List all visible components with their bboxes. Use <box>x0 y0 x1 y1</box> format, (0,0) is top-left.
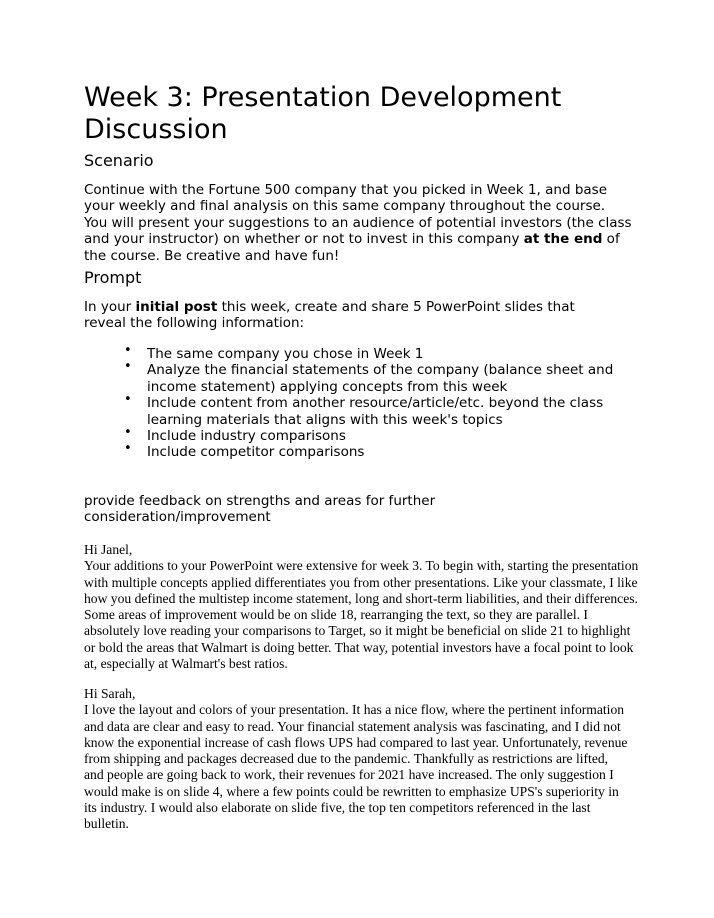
list-item <box>124 425 644 445</box>
list-item <box>124 359 644 395</box>
prompt-bullet-list <box>124 343 644 461</box>
page-title: Week 3: Presentation Development Discussion <box>84 82 562 145</box>
bullet-text: Include competitor comparisons <box>147 444 365 461</box>
bullet-icon: • <box>124 425 132 441</box>
reply-body: I love the layout and colors of your presentation. It has a nice flow, where the pertinent information and data are clear and easy to read. Your financial statement analysis was fascinating, and I did not know the exponential increase of cash flows UPS had compared to last year. Unfortunately, revenue from shipping and packages decreased due to the pandemic. Thankfully as restrictions are lifted, and people are going back to work, their revenues for 2021 have increased. The only suggestion I would make is on slide 4, where a few points could be rewritten to emphasize UPS's superiority in its industry. I would also elaborate on slide five, the top ten competitors referenced in the last bulletin. <box>84 702 628 832</box>
prompt-intro-before: In your <box>84 299 136 315</box>
bullet-text: The same company you chose in Week 1 <box>147 346 424 362</box>
bullet-text: Analyze the financial statements of the company (balance sheet and income statement) applying concepts from this week <box>147 362 614 395</box>
bullet-icon: • <box>124 359 132 375</box>
reply-greeting: Hi Sarah, <box>84 686 136 701</box>
list-item <box>124 441 644 461</box>
feedback-instruction: provide feedback on strengths and areas for further consideration/improvement <box>84 493 436 526</box>
bullet-text: Include content from another resource/article/etc. beyond the class learning materials that aligns with this week's topics <box>147 395 604 428</box>
bullet-icon: • <box>124 343 132 358</box>
prompt-intro <box>84 299 604 332</box>
scenario-text-after: of the course. Be creative and have fun! <box>84 231 620 264</box>
bullet-text: Include industry comparisons <box>147 428 346 445</box>
reply-greeting: Hi Janel, <box>84 542 133 557</box>
scenario-bold-text: at the end <box>523 231 603 248</box>
reply-body: Your additions to your PowerPoint were extensive for week 3. To begin with, starting the presentation with multiple concepts applied differentiates you from other presentations. Like your classmate, I like how you defined the multistep income statement, long and short-term liabilities, and their differences. Some areas of improvement would be on slide 18, rearranging the text, so they are parallel. I absolutely love reading your comparisons to Target, so it might be beneficial on slide 21 to highlight or bold the areas that Walmart is doing better. That way, potential investors have a focal point to look at, especially at Walmart's best ratios. <box>84 558 639 672</box>
scenario-heading: Scenario <box>84 151 154 170</box>
prompt-heading: Prompt <box>84 268 142 287</box>
list-item <box>124 392 644 428</box>
scenario-text-before: Continue with the Fortune 500 company that you picked in Week 1, and base your weekly and final analysis on this same company throughout the course. You will present your suggestions to an audience of potential investors (the class and your instructor) on whether or not to invest in this company <box>84 182 632 248</box>
reply-sarah <box>84 686 629 833</box>
prompt-intro-after: this week, create and share 5 PowerPoint slides that reveal the following information: <box>84 299 575 332</box>
scenario-paragraph <box>84 182 632 264</box>
prompt-intro-bold: initial post <box>135 299 218 315</box>
bullet-icon: • <box>124 392 132 408</box>
list-item <box>124 343 644 362</box>
reply-janel <box>84 542 644 672</box>
bullet-icon: • <box>124 441 132 457</box>
